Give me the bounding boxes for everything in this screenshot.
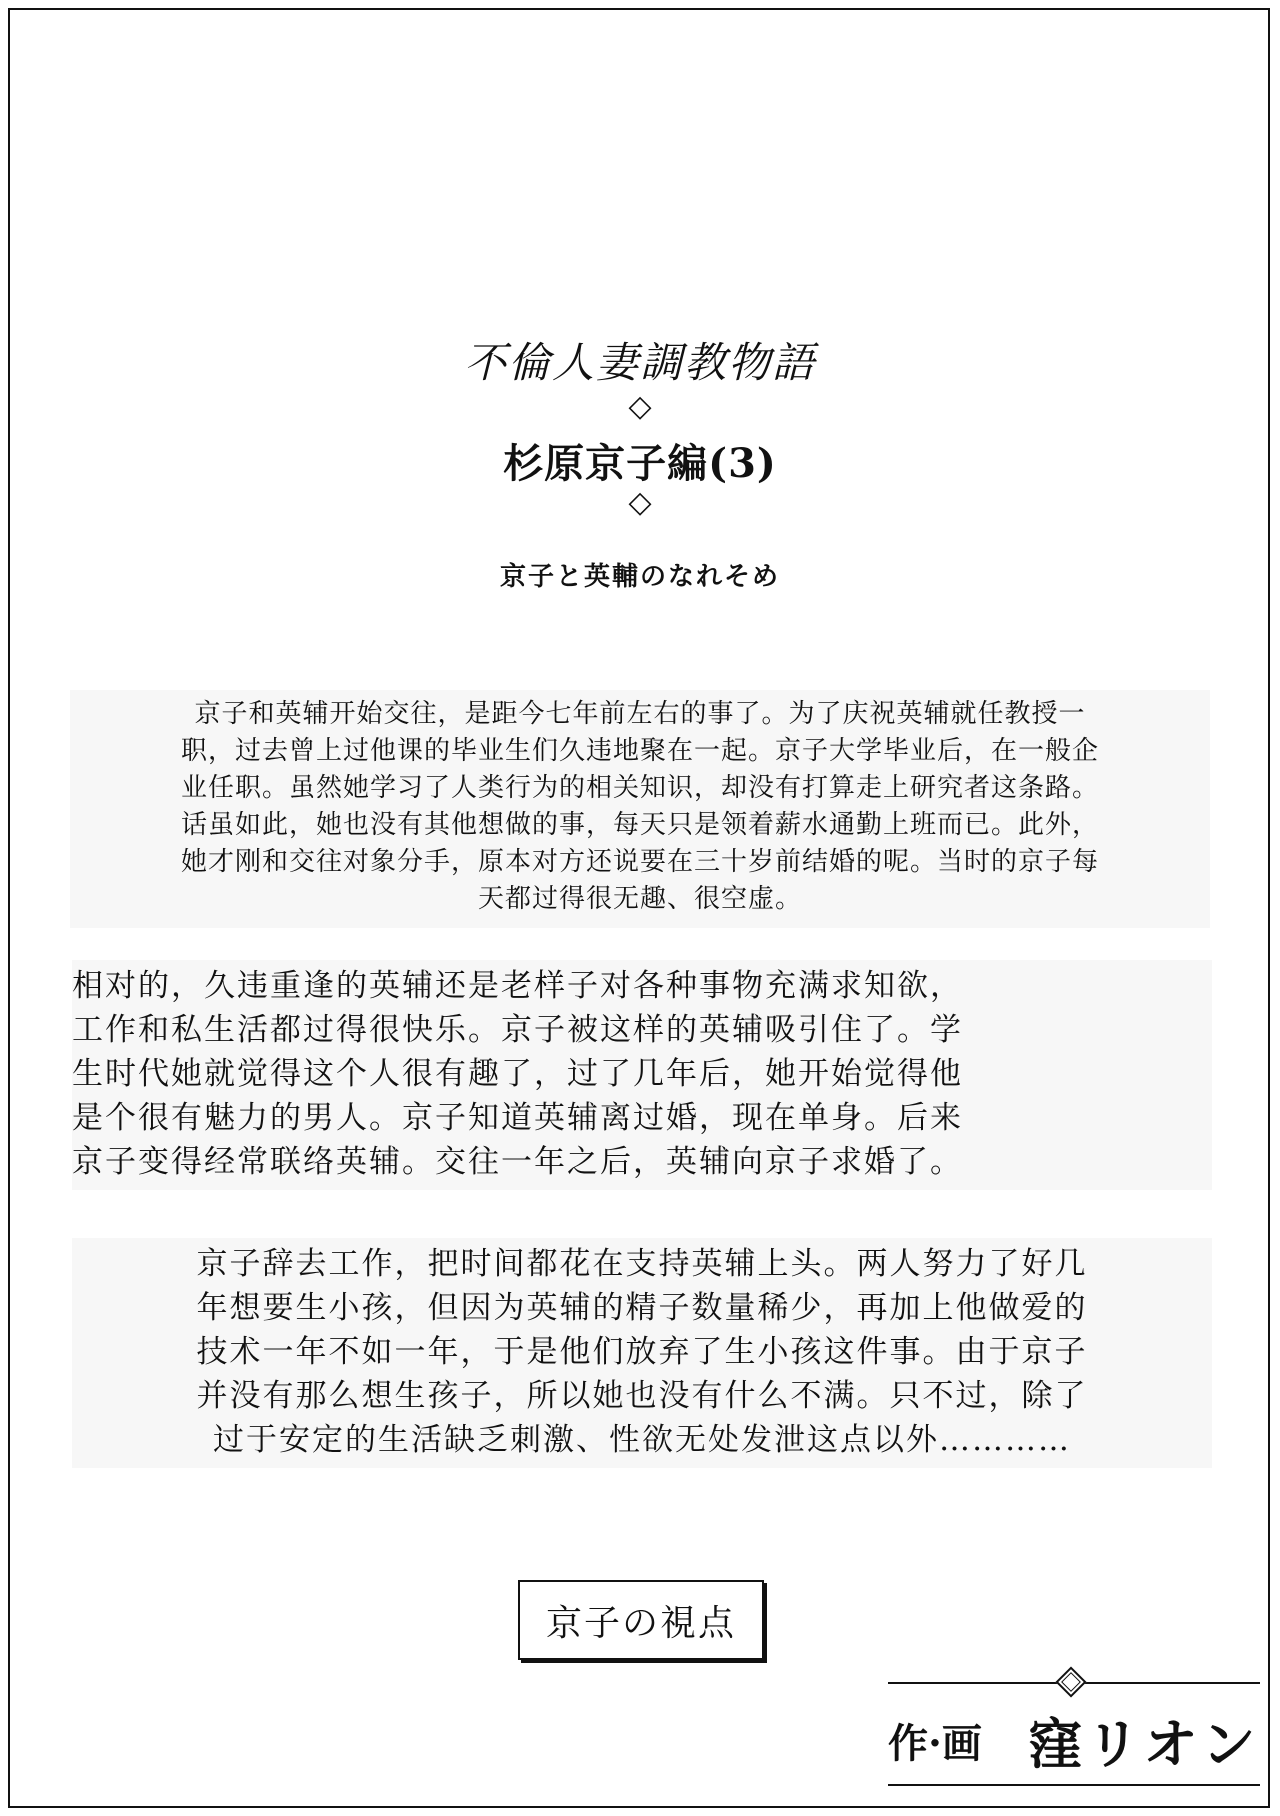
paragraph-intro	[70, 690, 1210, 928]
diamond-ornament-top: ◇	[628, 389, 652, 424]
page-subtitle: 杉原京子編(3)	[503, 440, 777, 487]
page-title: 不倫人妻調教物語	[463, 338, 816, 387]
paragraph-line: 京子辞去工作，把时间都花在支持英辅上头。两人努力了好几	[196, 1246, 1088, 1282]
paragraph-line: 她才刚和交往对象分手，原本对方还说要在三十岁前结婚的呢。当时的京子每	[180, 847, 1099, 877]
paragraph-line: 是个很有魅力的男人。京子知道英辅离过婚，现在单身。后来	[72, 1100, 963, 1136]
credit-author: 窪リオン	[1028, 1712, 1260, 1776]
author-credit	[888, 1682, 1260, 1800]
credit-underline	[888, 1784, 1260, 1786]
paragraph-marriage	[72, 1238, 1212, 1468]
paragraph-line: 过于安定的生活缺乏刺激、性欲无处发泄这点以外…………	[213, 1422, 1071, 1458]
chapter-heading: 京子と英輔のなれそめ	[499, 562, 780, 592]
viewpoint-box: 京子の視点	[518, 1580, 764, 1660]
paragraph-line: 天都过得很无趣、很空虚。	[477, 884, 802, 914]
paragraph-line: 工作和私生活都过得很快乐。京子被这样的英辅吸引住了。学	[72, 1012, 963, 1048]
diamond-ornament-bottom: ◇	[628, 485, 652, 520]
paragraph-line: 年想要生小孩，但因为英辅的精子数量稀少，再加上他做爱的	[196, 1290, 1088, 1326]
paragraph-reunion	[72, 960, 1212, 1190]
paragraph-line: 话虽如此，她也没有其他想做的事，每天只是领着薪水通勤上班而已。此外，	[180, 810, 1099, 840]
paragraph-line: 并没有那么想生孩子，所以她也没有什么不满。只不过，除了	[196, 1378, 1088, 1414]
paragraph-line: 生时代她就觉得这个人很有趣了，过了几年后，她开始觉得他	[72, 1056, 963, 1092]
paragraph-line: 职，过去曾上过他课的毕业生们久违地聚在一起。京子大学毕业后，在一般企	[180, 736, 1099, 766]
paragraph-line: 京子和英辅开始交往，是距今七年前左右的事了。为了庆祝英辅就任教授一	[194, 699, 1086, 729]
credit-role: 作·画	[888, 1720, 982, 1767]
paragraph-line: 业任职。虽然她学习了人类行为的相关知识，却没有打算走上研究者这条路。	[180, 773, 1099, 803]
paragraph-line: 相对的，久违重逢的英辅还是老样子对各种事物充满求知欲，	[72, 968, 963, 1004]
paragraph-line: 技术一年不如一年，于是他们放弃了生小孩这件事。由于京子	[196, 1334, 1088, 1370]
paragraph-line: 京子变得经常联络英辅。交往一年之后，英辅向京子求婚了。	[72, 1144, 963, 1180]
